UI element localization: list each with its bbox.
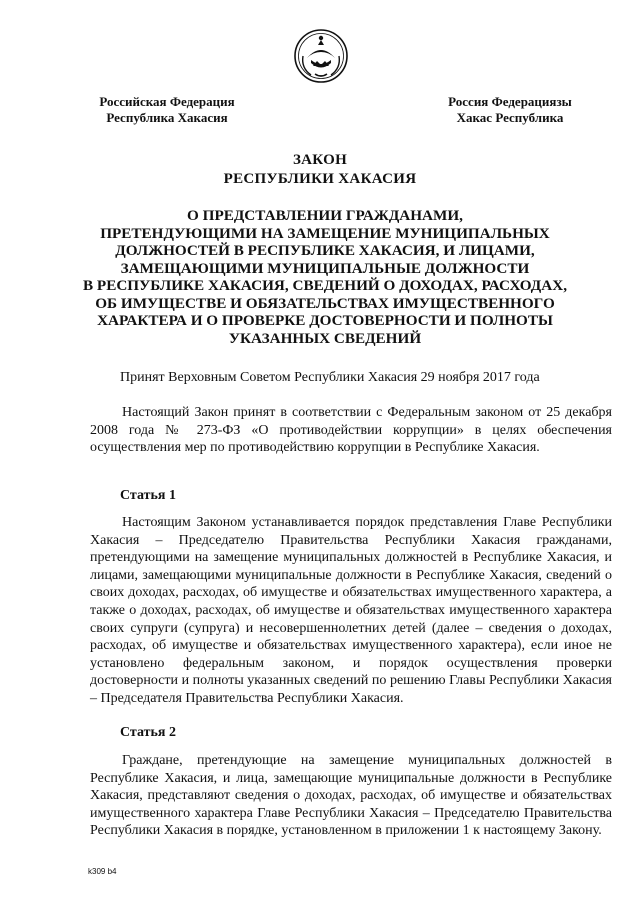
header-republic-kh: Хакас Республика [456,110,564,125]
footer-document-code: k309 b4 [88,867,117,876]
law-title-line: ХАРАКТЕРА И О ПРОВЕРКЕ ДОСТОВЕРНОСТИ И ПОЛНОТЫ [97,312,553,329]
intro-paragraph: Настоящий Закон принят в соответствии с Федеральным законом от 25 декабря 2008 года № 273-ФЗ «О противодействии коррупции» в целях обеспечения осуществления мер по противодействию коррупции в Республике Хакасия. [90,405,612,456]
article-2-text: Граждане, претендующие на замещение муниципальных должностей в Республике Хакасия, и лица, замещающие муниципальные должности в Республике Хакасия, представляют сведения о доходах, расходах, об имуществе и обязательствах имущественного характера Главе Республики Хакасия – Председателю Правительства Республики Хакасия в порядке, установленном в приложении 1 к настоящему Закону. [90,753,612,839]
header-republic-ru: Республика Хакасия [106,110,228,125]
law-type-line: ЗАКОН [292,152,348,168]
law-title-line: В РЕСПУБЛИКЕ ХАКАСИЯ, СВЕДЕНИЙ О ДОХОДАХ, РАСХОДАХ, [82,277,567,294]
law-title-line: ОБ ИМУЩЕСТВЕ И ОБЯЗАТЕЛЬСТВАХ ИМУЩЕСТВЕННОГО [95,294,555,312]
article-2-heading: Статья 2 [120,725,176,740]
law-title-line: О ПРЕДСТАВЛЕНИИ ГРАЖДАНАМИ, [187,207,463,224]
law-title-line: ДОЛЖНОСТЕЙ В РЕСПУБЛИКЕ ХАКАСИЯ, И ЛИЦАМИ, [115,242,535,259]
law-type-heading [0,151,640,189]
law-title [60,207,590,347]
article-1-heading: Статья 1 [120,488,176,503]
law-title-line: ПРЕТЕНДУЮЩИМИ НА ЗАМЕЩЕНИЕ МУНИЦИПАЛЬНЫХ [100,224,550,242]
law-title-line: УКАЗАННЫХ СВЕДЕНИЙ [228,329,422,347]
coat-of-arms-icon [293,28,349,84]
law-title-line: ЗАМЕЩАЮЩИМИ МУНИЦИПАЛЬНЫЕ ДОЛЖНОСТИ [120,259,530,277]
header-country-ru: Российская Федерация [99,94,235,109]
header-country-kh: Россия Федерациязы [448,94,572,109]
header-khakas [425,94,595,126]
article-1-text: Настоящим Законом устанавливается порядок представления Главе Республики Хакасия – Председателю Правительства Республики Хакасия гражданами, претендующими на замещение муниципальных должностей в Республике Хакасия, и лицами, замещающими муниципальные должности в Республике Хакасия, сведений о своих доходах, расходах, об имуществе и обязательствах имущественного характера, а также о доходах, расходах, об имуществе и обязательствах имущественного характера своих супруги (супруга) и несовершеннолетних детей (далее – сведения о доходах, расходах, об имуществе и обязательствах имущественного характера), если иное не установлено федеральным законом, и порядок осуществления проверки достоверности и полноты указанных сведений по решению Главы Республики Хакасия – Председателя Правительства Республики Хакасия. [90,515,612,706]
adoption-note: Принят Верховным Советом Республики Хакасия 29 ноября 2017 года [120,370,540,385]
law-type-line: РЕСПУБЛИКИ ХАКАСИЯ [223,171,417,187]
header-russian [82,94,252,126]
